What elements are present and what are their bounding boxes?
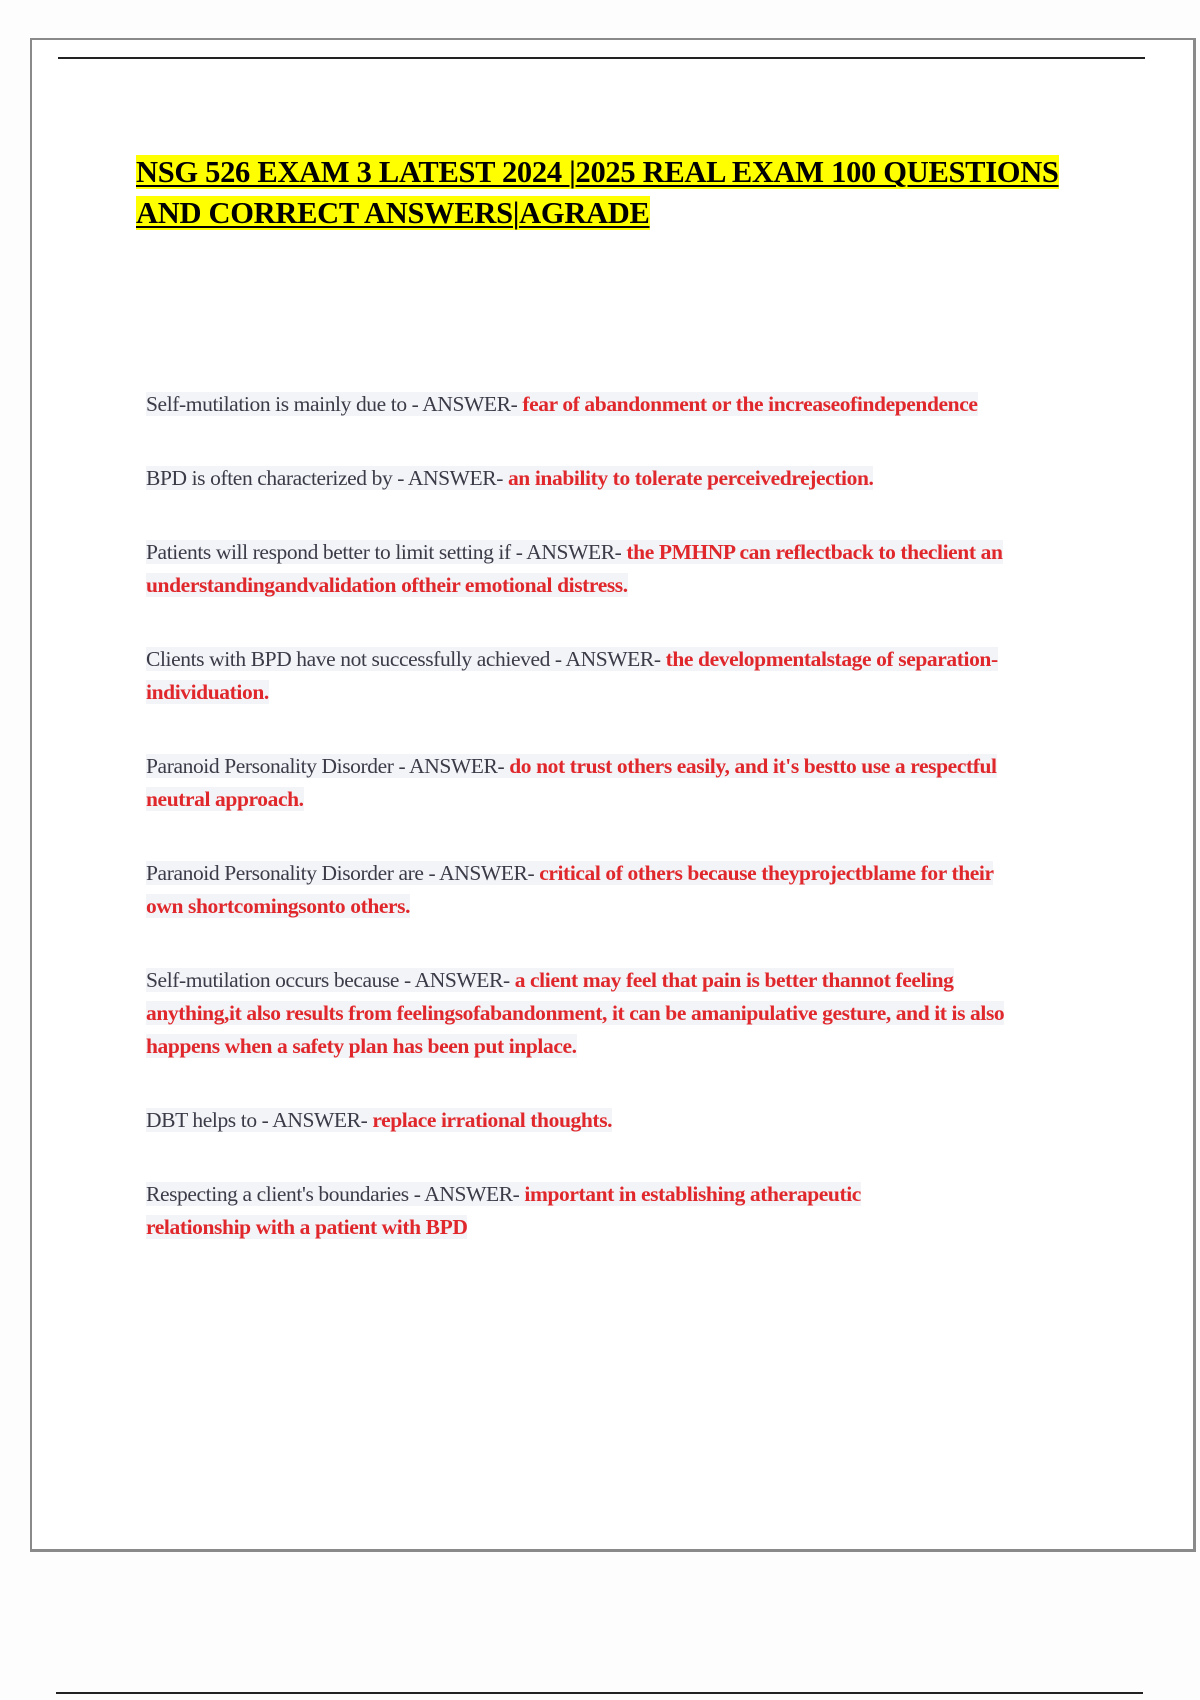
qa-question: Patients will respond better to limit setting if - ANSWER-	[146, 540, 627, 564]
qa-item	[146, 388, 1136, 421]
qa-question: Respecting a client's boundaries - ANSWER-	[146, 1182, 525, 1206]
qa-item	[146, 964, 1026, 1063]
qa-question: Self-mutilation is mainly due to - ANSWER-	[146, 392, 523, 416]
qa-item	[146, 462, 1136, 495]
document-title	[136, 152, 1096, 234]
qa-answer: the PMHNP can reflectback to theclient an understandingandvalidation oftheir emotional distress.	[146, 540, 1003, 597]
qa-answer: a client may feel that pain is better thannot feeling anything,it also results from feelingsofabandonment, it can be amanipulative gesture, and it is also happens when a safety plan has been put inplace.	[146, 968, 1005, 1058]
qa-question: Paranoid Personality Disorder - ANSWER-	[146, 754, 510, 778]
qa-item	[146, 1104, 1136, 1137]
qa-answer: replace irrational thoughts.	[372, 1108, 613, 1132]
qa-item	[146, 750, 1026, 816]
document-title-text: NSG 526 EXAM 3 LATEST 2024 |2025 REAL EXAM 100 QUESTIONS AND CORRECT ANSWERS|AGRADE	[136, 155, 1059, 230]
qa-question: Clients with BPD have not successfully achieved - ANSWER-	[146, 647, 666, 671]
qa-question: BPD is often characterized by - ANSWER-	[146, 466, 508, 490]
qa-answer: critical of others because theyprojectblame for their own shortcomingsonto others.	[146, 861, 994, 918]
qa-answer: important in establishing atherapeutic relationship with a patient with BPD	[146, 1182, 861, 1239]
qa-answer: do not trust others easily, and it's bestto use a respectful neutral approach.	[146, 754, 997, 811]
qa-answer: the developmentalstage of separation-individuation.	[146, 647, 998, 704]
qa-item	[146, 536, 1046, 602]
next-page-rule	[56, 1692, 1143, 1694]
qa-question: Paranoid Personality Disorder are - ANSWER-	[146, 861, 540, 885]
qa-list	[146, 388, 1136, 1285]
qa-answer: an inability to tolerate perceivedrejection.	[507, 466, 874, 490]
qa-item	[146, 643, 1016, 709]
qa-question: DBT helps to - ANSWER-	[146, 1108, 373, 1132]
qa-question: Self-mutilation occurs because - ANSWER-	[146, 968, 515, 992]
header-rule	[58, 57, 1145, 59]
document-page	[30, 38, 1196, 1552]
qa-answer: fear of abandonment or the increaseofindependence	[522, 392, 978, 416]
qa-item	[146, 857, 996, 923]
qa-item	[146, 1178, 906, 1244]
